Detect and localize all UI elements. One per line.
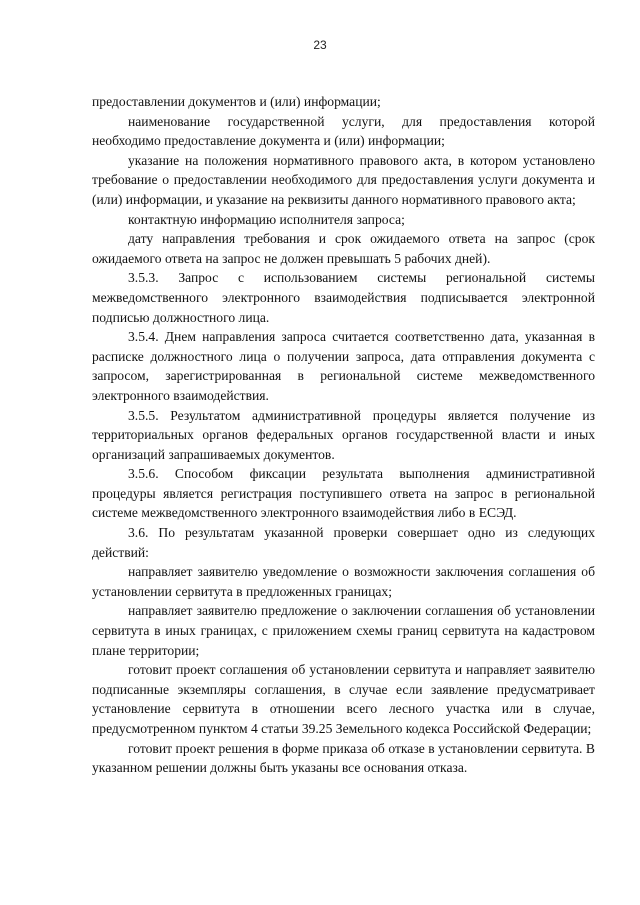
paragraph: контактную информацию исполнителя запроса; <box>128 211 405 227</box>
paragraph-3-5-6: 3.5.6. Способом фиксации результата выполнения административной процедуры является регистрация поступившего ответа на запрос в региональной системе межведомственного электронного взаимодействия либо в ЕСЭД. <box>92 466 595 521</box>
paragraph: готовит проект решения в форме приказа об отказе в установлении сервитута. В указанном решении должны быть указаны все основания отказа. <box>92 740 595 776</box>
paragraph: наименование государственной услуги, для предоставления которой необходимо предоставление документа и (или) информации; <box>92 113 595 149</box>
paragraph: готовит проект соглашения об установлении сервитута и направляет заявителю подписанные экземпляры соглашения, в случае если заявление предусматривает установление сервитута в отношении всего лесного участка или в случае, предусмотренном пунктом 4 статьи 39.25 Земельного кодекса Российской Федерации; <box>92 662 595 736</box>
page-number: 23 <box>313 38 327 52</box>
paragraph-3-5-3: 3.5.3. Запрос с использованием системы региональной системы межведомственного электронного взаимодействия подписывается электронной подписью должностного лица. <box>92 270 595 325</box>
body-text <box>92 92 595 778</box>
paragraph-3-6: 3.6. По результатам указанной проверки совершает одно из следующих действий: <box>92 525 595 560</box>
paragraph: направляет заявителю предложение о заключении соглашения об установлении сервитута в иных границах, с приложением схемы границ сервитута на кадастровом плане территории; <box>92 603 595 658</box>
paragraph-continuation: предоставлении документов и (или) информации; <box>92 94 381 109</box>
paragraph-3-5-4: 3.5.4. Днем направления запроса считается соответственно дата, указанная в расписке должностного лица о получении запроса, дата отправления документа с запросом, зарегистрированная в региональной системе межведомственного электронного взаимодействия. <box>92 329 595 403</box>
paragraph-3-5-5: 3.5.5. Результатом административной процедуры является получение из территориальных органов федеральных органов государственной власти и иных организаций запрашиваемых документов. <box>92 407 595 462</box>
paragraph: направляет заявителю уведомление о возможности заключения соглашения об установлении сервитута в предложенных границах; <box>92 564 595 599</box>
paragraph: указание на положения нормативного правового акта, в котором установлено требование о предоставлении необходимого для предоставления услуги документа и (или) информации, и указание на реквизиты данного нормативного правового акта; <box>92 152 595 207</box>
paragraph: дату направления требования и срок ожидаемого ответа на запрос (срок ожидаемого ответа на запрос не должен превышать 5 рабочих дней). <box>92 231 595 266</box>
